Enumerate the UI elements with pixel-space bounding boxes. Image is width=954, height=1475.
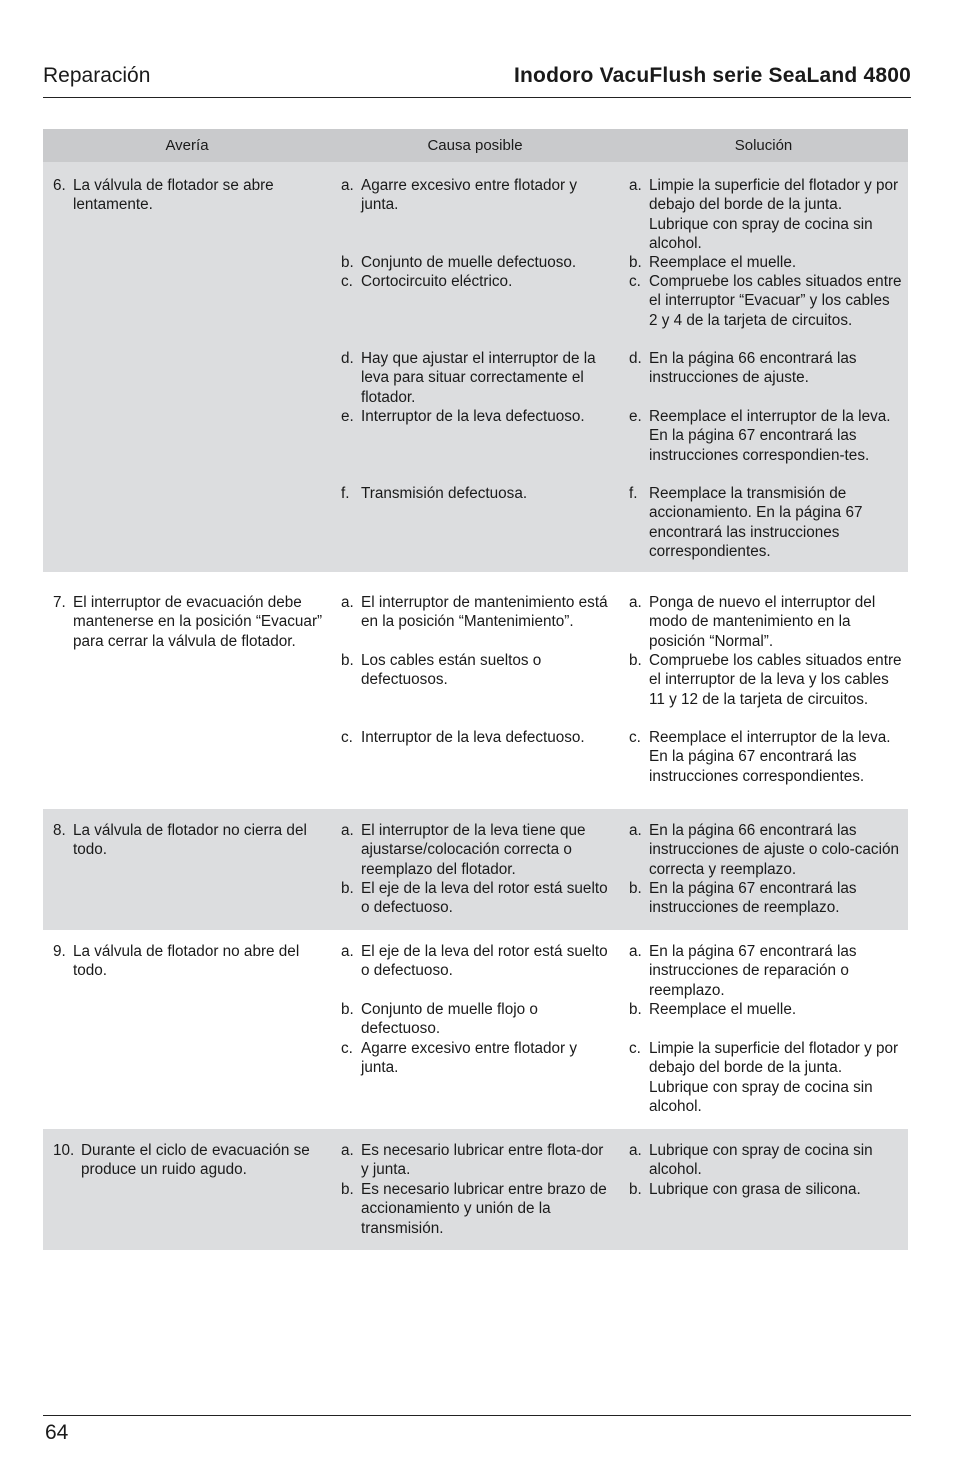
fault-cell [43,162,331,572]
cause-text: Agarre excesivo entre flotador y junta. [361,1040,577,1077]
solution-item [629,407,902,465]
solution-letter: d. [629,350,642,367]
fault-number: 8. [53,822,66,839]
cause-text: Los cables están sueltos o defectuosos. [361,652,542,689]
solution-item [629,942,902,1000]
cause-letter: b. [341,652,354,669]
cause-item [341,821,613,879]
cause-text: Cortocircuito eléctrico. [361,273,513,290]
solution-letter: a. [629,822,642,839]
solution-text: Lubrique con grasa de silicona. [649,1181,861,1198]
solution-cell [619,930,908,1129]
column-header-solution: Solución [734,137,793,154]
cause-cell [331,572,619,809]
fault-item [53,942,325,981]
cause-letter: a. [341,943,354,960]
solution-item [629,728,902,786]
solution-text: En la página 66 encontrará las instrucciones de ajuste. [649,350,857,387]
solution-letter: b. [629,1001,642,1018]
cause-letter: a. [341,1142,354,1159]
solution-text: Reemplace la transmisión de accionamiento. En la página 67 encontrará las instrucciones correspondientes. [649,485,863,560]
fault-number: 9. [53,943,66,960]
solution-letter: b. [629,652,642,669]
cause-letter: c. [341,1040,353,1057]
fault-item [53,1141,325,1180]
cause-cell [331,162,619,572]
cause-text: Es necesario lubricar entre brazo de accionamiento y unión de la transmisión. [361,1181,607,1237]
cause-item [341,407,613,426]
cause-item [341,1039,613,1078]
cause-item [341,484,613,503]
solution-letter: c. [629,1040,641,1057]
fault-cell [43,930,331,1129]
fault-cell [43,1129,331,1250]
solution-letter: a. [629,177,642,194]
table-row [43,809,908,930]
cause-cell [331,1129,619,1250]
solution-item [629,1000,902,1019]
solution-item [629,593,902,651]
solution-text: Limpie la superficie del flotador y por debajo del borde de la junta. Lubrique con spray de cocina sin alcohol. [649,1040,899,1115]
table-header [43,129,908,162]
solution-text: En la página 66 encontrará las instrucciones de ajuste o colo-cación correcta y reemplazo. [649,822,899,878]
cause-letter: a. [341,177,354,194]
fault-item [53,176,325,215]
cause-letter: c. [341,729,353,746]
cause-text: El eje de la leva del rotor está suelto o defectuoso. [361,880,608,917]
cause-item [341,1000,613,1039]
solution-item [629,879,902,918]
cause-text: El interruptor de mantenimiento está en la posición “Mantenimiento”. [361,594,608,631]
fault-cell [43,572,331,809]
solution-letter: a. [629,594,642,611]
cause-letter: a. [341,822,354,839]
cause-item [341,349,613,407]
cause-text: Agarre excesivo entre flotador y junta. [361,177,577,214]
solution-item [629,821,902,879]
solution-item [629,484,902,561]
header-divider [43,97,911,98]
solution-item [629,253,902,272]
solution-text: Lubrique con spray de cocina sin alcohol. [649,1142,873,1179]
cause-item [341,1141,613,1180]
solution-text: Limpie la superficie del flotador y por debajo del borde de la junta. Lubrique con spray de cocina sin alcohol. [649,177,899,252]
section-title: Reparación [43,64,151,87]
solution-text: En la página 67 encontrará las instrucciones de reemplazo. [649,880,857,917]
solution-letter: c. [629,729,641,746]
solution-cell [619,162,908,572]
fault-item [53,821,325,860]
fault-cell [43,809,331,930]
troubleshooting-table [43,129,908,1250]
cause-item [341,593,613,632]
cause-text: Transmisión defectuosa. [361,485,528,502]
footer-divider [43,1415,911,1416]
solution-letter: b. [629,254,642,271]
solution-text: Compruebe los cables situados entre el interruptor de la leva y los cables 11 y 12 de la tarjeta de circuitos. [649,652,902,708]
table-row [43,162,908,572]
cause-letter: e. [341,408,354,425]
solution-item [629,1039,902,1116]
solution-text: Reemplace el muelle. [649,254,797,271]
fault-text: El interruptor de evacuación debe mantenerse en la posición “Evacuar” para cerrar la válvula de flotador. [73,594,323,650]
fault-text: La válvula de flotador no cierra del todo. [73,822,307,859]
solution-letter: c. [629,273,641,290]
cause-item [341,1180,613,1238]
solution-item [629,349,902,388]
solution-text: Ponga de nuevo el interruptor del modo de mantenimiento en la posición “Normal”. [649,594,876,650]
cause-item [341,253,613,272]
cause-cell [331,930,619,1129]
cause-item [341,651,613,690]
cause-text: Hay que ajustar el interruptor de la leva para situar correctamente el flotador. [361,350,596,406]
solution-letter: f. [629,485,638,502]
column-header-cause: Causa posible [427,137,523,154]
table-row [43,1129,908,1250]
cause-letter: a. [341,594,354,611]
cause-letter: d. [341,350,354,367]
solution-item [629,176,902,253]
cause-cell [331,809,619,930]
fault-text: Durante el ciclo de evacuación se produce un ruido agudo. [81,1142,310,1179]
document-title: Inodoro VacuFlush serie SeaLand 4800 [513,64,911,87]
solution-letter: b. [629,880,642,897]
solution-cell [619,1129,908,1250]
solution-letter: a. [629,943,642,960]
cause-text: El eje de la leva del rotor está suelto o defectuoso. [361,943,608,980]
fault-number: 10. [53,1142,75,1159]
fault-text: La válvula de flotador se abre lentamente. [73,177,274,214]
solution-item [629,651,902,709]
table-body [43,162,908,1250]
solution-letter: a. [629,1142,642,1159]
solution-item [629,1180,902,1199]
cause-text: El interruptor de la leva tiene que ajustarse/colocación correcta o reemplazo del flotador. [361,822,586,878]
cause-letter: b. [341,1001,354,1018]
column-header-fault: Avería [165,137,209,154]
cause-item [341,176,613,215]
cause-item [341,728,613,747]
cause-text: Conjunto de muelle flojo o defectuoso. [361,1001,538,1038]
cause-letter: b. [341,254,354,271]
cause-letter: f. [341,485,350,502]
cause-item [341,942,613,981]
fault-text: La válvula de flotador no abre del todo. [73,943,300,980]
solution-text: Reemplace el muelle. [649,1001,797,1018]
fault-number: 6. [53,177,66,194]
cause-item [341,879,613,918]
solution-item [629,272,902,330]
solution-text: En la página 67 encontrará las instrucciones de reparación o reemplazo. [649,943,857,999]
cause-item [341,272,613,291]
solution-text: Reemplace el interruptor de la leva. En la página 67 encontrará las instrucciones correspondientes. [649,729,891,785]
cause-letter: b. [341,1181,354,1198]
solution-cell [619,809,908,930]
solution-item [629,1141,902,1180]
cause-text: Interruptor de la leva defectuoso. [361,408,585,425]
cause-text: Es necesario lubricar entre flota-dor y junta. [361,1142,604,1179]
cause-text: Interruptor de la leva defectuoso. [361,729,585,746]
solution-text: Reemplace el interruptor de la leva. En la página 67 encontrará las instrucciones correspondien-tes. [649,408,891,464]
solution-text: Compruebe los cables situados entre el interruptor “Evacuar” y los cables 2 y 4 de la tarjeta de circuitos. [649,273,902,329]
fault-number: 7. [53,594,66,611]
table-row [43,930,908,1129]
fault-item [53,593,325,651]
solution-letter: e. [629,408,642,425]
solution-cell [619,572,908,809]
cause-letter: b. [341,880,354,897]
solution-letter: b. [629,1181,642,1198]
cause-letter: c. [341,273,353,290]
page-number: 64 [45,1421,69,1444]
cause-text: Conjunto de muelle defectuoso. [361,254,577,271]
table-row [43,572,908,809]
